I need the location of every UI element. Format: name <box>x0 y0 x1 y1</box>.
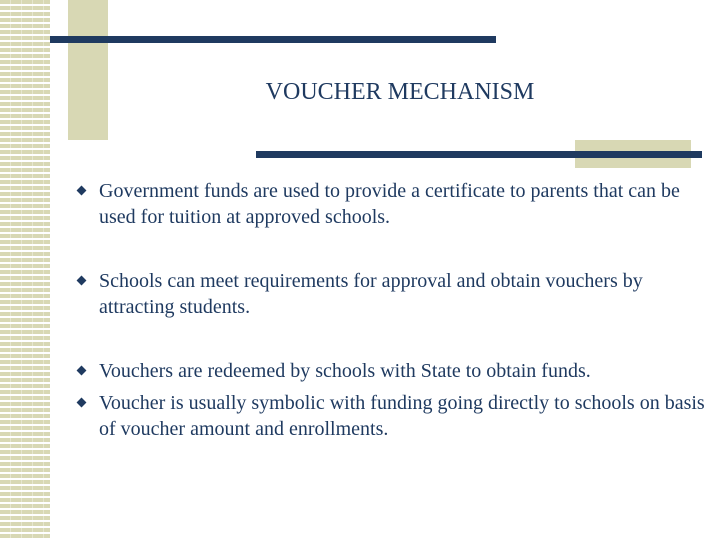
slide-title: VOUCHER MECHANISM <box>265 79 535 105</box>
bullet-item <box>76 178 706 230</box>
bullet-text: Government funds are used to provide a certificate to parents that can be used for tuition at approved schools. <box>99 180 680 228</box>
title-bar-bottom <box>256 151 702 158</box>
bullet-text: Schools can meet requirements for approval and obtain vouchers by attracting students. <box>99 270 643 318</box>
bullet-text: Vouchers are redeemed by schools with State to obtain funds. <box>99 360 591 382</box>
bullet-text: Voucher is usually symbolic with funding going directly to schools on basis of voucher amount and enrollments. <box>99 392 705 440</box>
diamond-bullet-icon <box>77 186 87 196</box>
title-bar-top <box>50 36 496 43</box>
decor-block-top-left <box>68 0 108 140</box>
diamond-bullet-icon <box>77 276 87 286</box>
bullet-item <box>76 268 706 320</box>
bullet-list <box>76 178 706 442</box>
bullet-item <box>76 390 706 442</box>
left-stripe-decoration <box>0 0 50 540</box>
bullet-item <box>76 358 706 384</box>
diamond-bullet-icon <box>77 398 87 408</box>
diamond-bullet-icon <box>77 366 87 376</box>
